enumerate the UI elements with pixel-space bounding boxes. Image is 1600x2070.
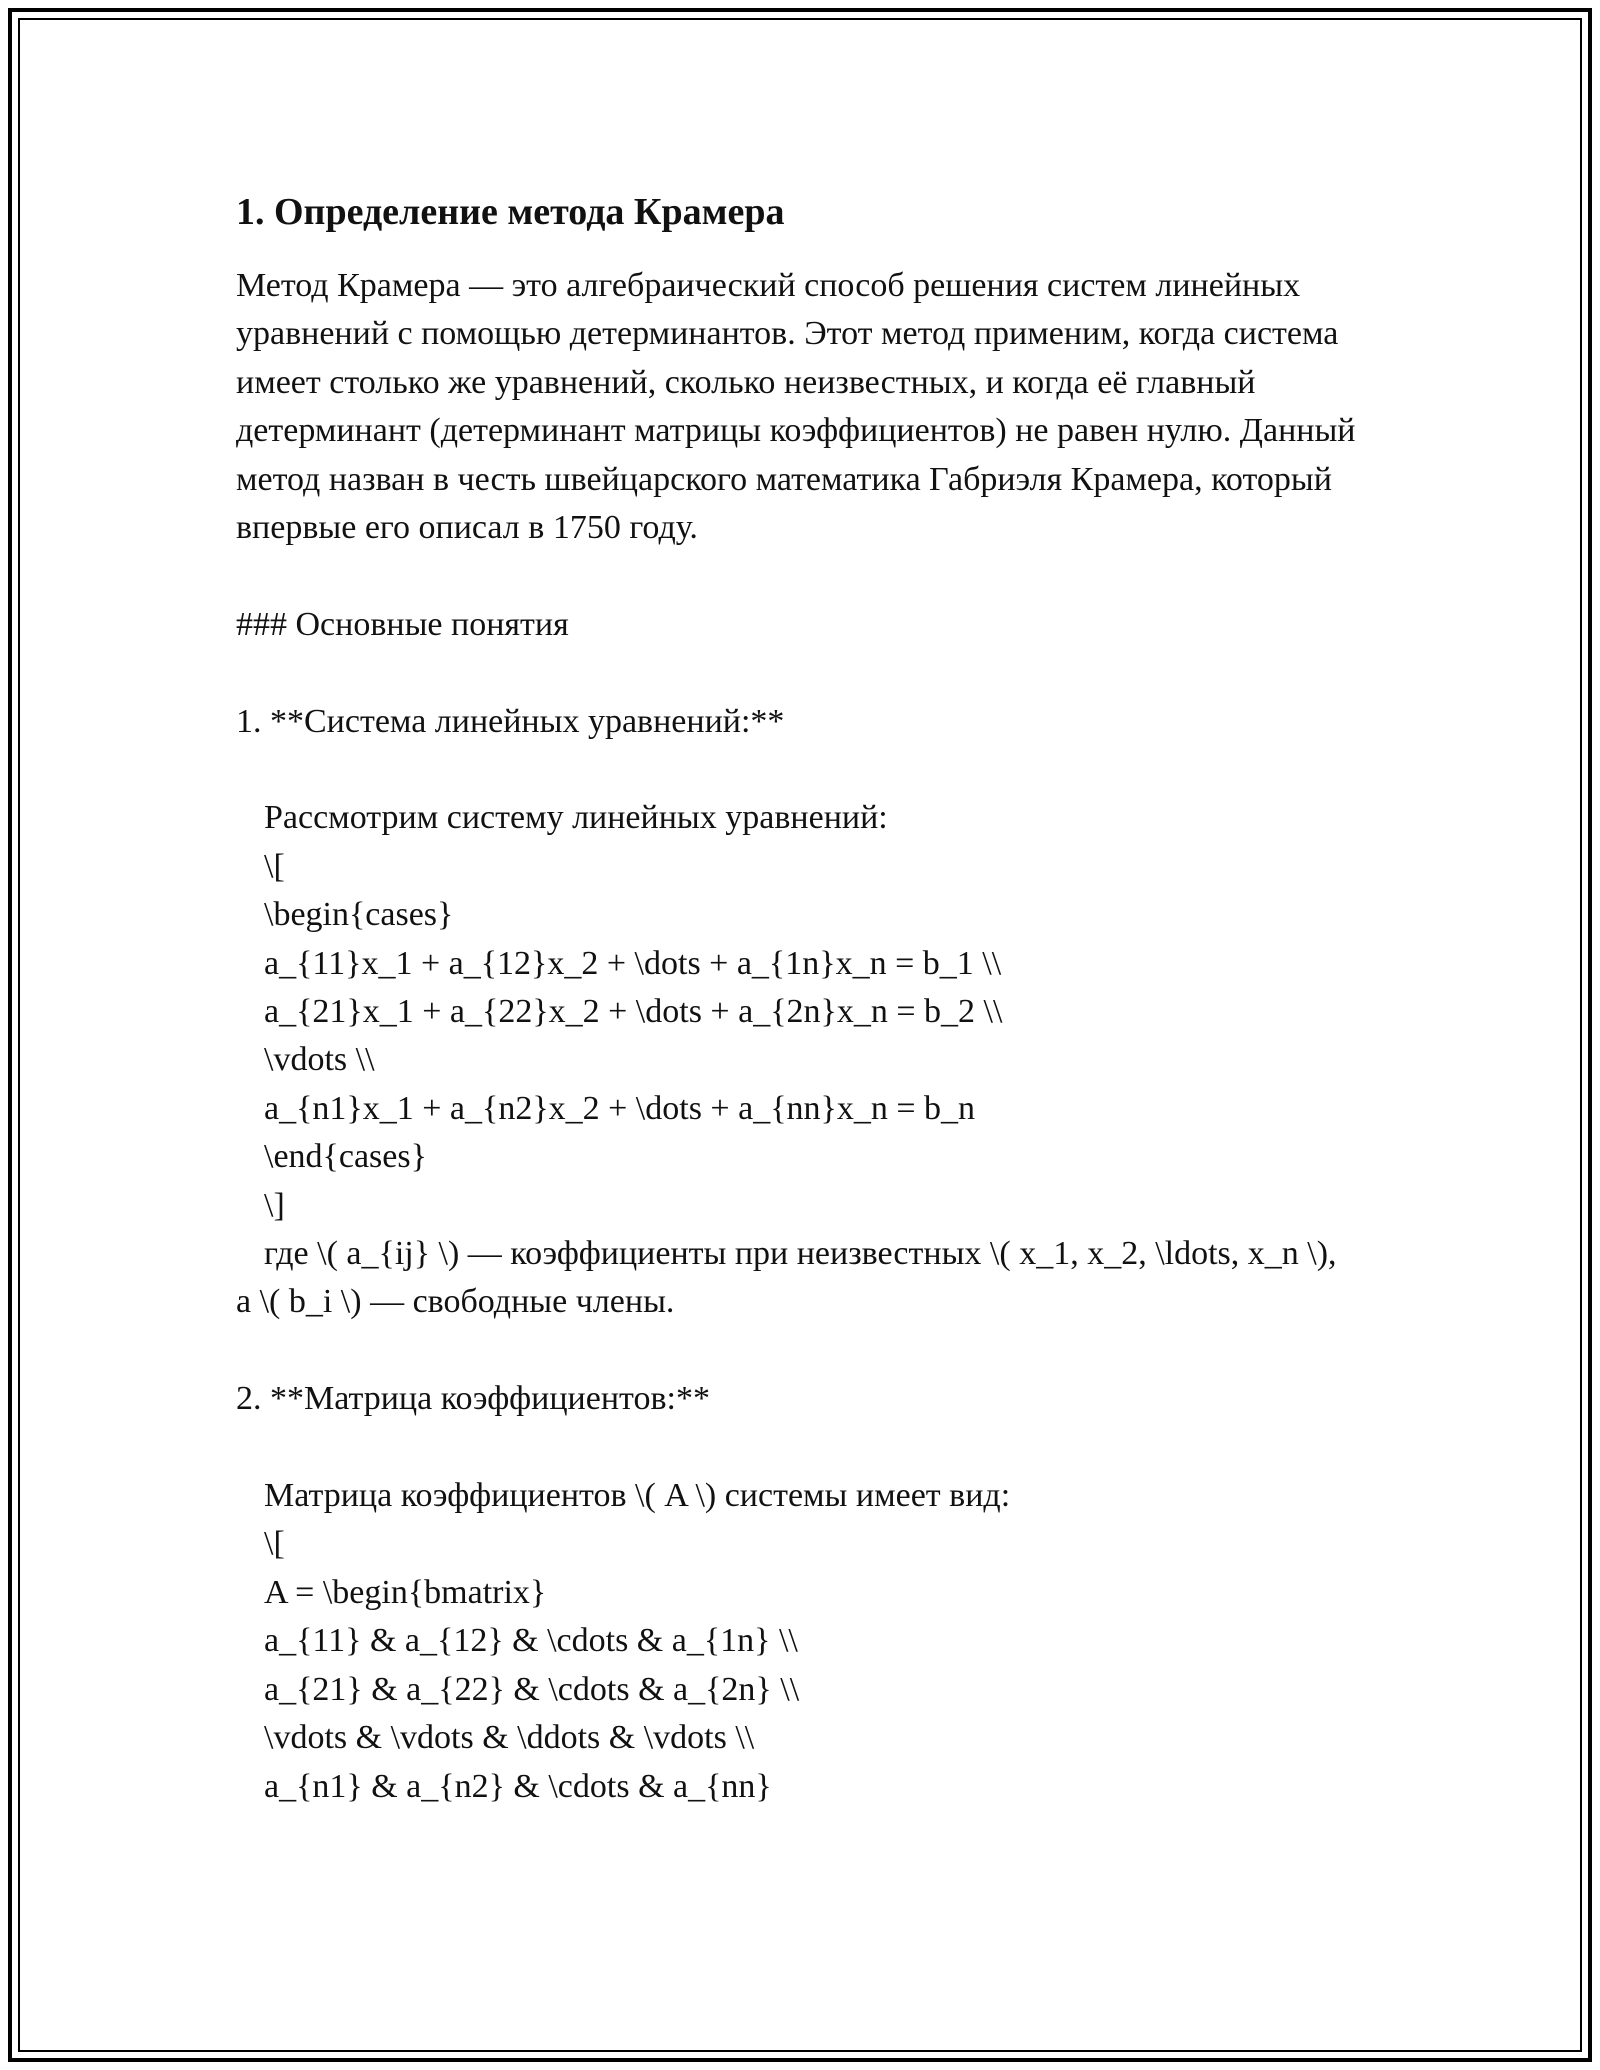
latex-line: A = \begin{bmatrix} xyxy=(264,1573,547,1611)
item2-title: 2. **Матрица коэффициентов:** xyxy=(236,1380,710,1418)
latex-line: a_{21} & a_{22} & \cdots & a_{2n} \\ xyxy=(264,1670,800,1708)
latex-line: a_{11}x_1 + a_{12}x_2 + \dots + a_{1n}x_n = b_1 \\ xyxy=(264,944,1002,982)
item1-lead: Рассмотрим систему линейных уравнений: xyxy=(264,799,888,837)
item1-title: 1. **Система линейных уравнений:** xyxy=(236,702,785,740)
latex-line: a_{21}x_1 + a_{22}x_2 + \dots + a_{2n}x_n = b_2 \\ xyxy=(264,993,1003,1031)
latex-line: \[ xyxy=(264,847,285,885)
subsection-heading: ### Основные понятия xyxy=(236,605,569,643)
section-title: 1. Определение метода Крамера xyxy=(236,191,785,233)
spacer xyxy=(236,1424,1356,1472)
item1-latex-block xyxy=(236,843,1356,1230)
item2-lead: Матрица коэффициентов \( A \) системы имеет вид: xyxy=(264,1477,1011,1515)
latex-line: a_{11} & a_{12} & \cdots & a_{1n} \\ xyxy=(264,1622,798,1660)
document-body xyxy=(236,186,1356,1811)
spacer xyxy=(236,552,1356,600)
latex-line: \[ xyxy=(264,1525,285,1563)
item1-note: где \( a_{ij} \) — коэффициенты при неизвестных \( x_1, x_2, \ldots, x_n \), а \( b_i \) — свободные члены. xyxy=(236,1235,1337,1321)
latex-line: a_{n1} & a_{n2} & \cdots & a_{nn} xyxy=(264,1767,772,1805)
spacer xyxy=(236,649,1356,697)
latex-line: \begin{cases} xyxy=(264,896,454,934)
latex-line: \vdots \\ xyxy=(264,1041,375,1079)
latex-line: \vdots & \vdots & \ddots & \vdots \\ xyxy=(264,1719,755,1757)
spacer xyxy=(236,1327,1356,1375)
latex-line: \] xyxy=(264,1186,285,1224)
item2-latex-block xyxy=(236,1520,1356,1810)
spacer xyxy=(236,746,1356,794)
intro-paragraph: Метод Крамера — это алгебраический способ решения систем линейных уравнений с помощью детерминантов. Этот метод применим, когда система имеет столько же уравнений, сколько неизвестных, и когда её главный детерминант (детерминант матрицы коэффициентов) не равен нулю. Данный метод назван в честь швейцарского математика Габриэля Крамера, который впервые его описал в 1750 году. xyxy=(236,267,1356,547)
latex-line: a_{n1}x_1 + a_{n2}x_2 + \dots + a_{nn}x_n = b_n xyxy=(264,1089,976,1127)
latex-line: \end{cases} xyxy=(264,1138,427,1176)
